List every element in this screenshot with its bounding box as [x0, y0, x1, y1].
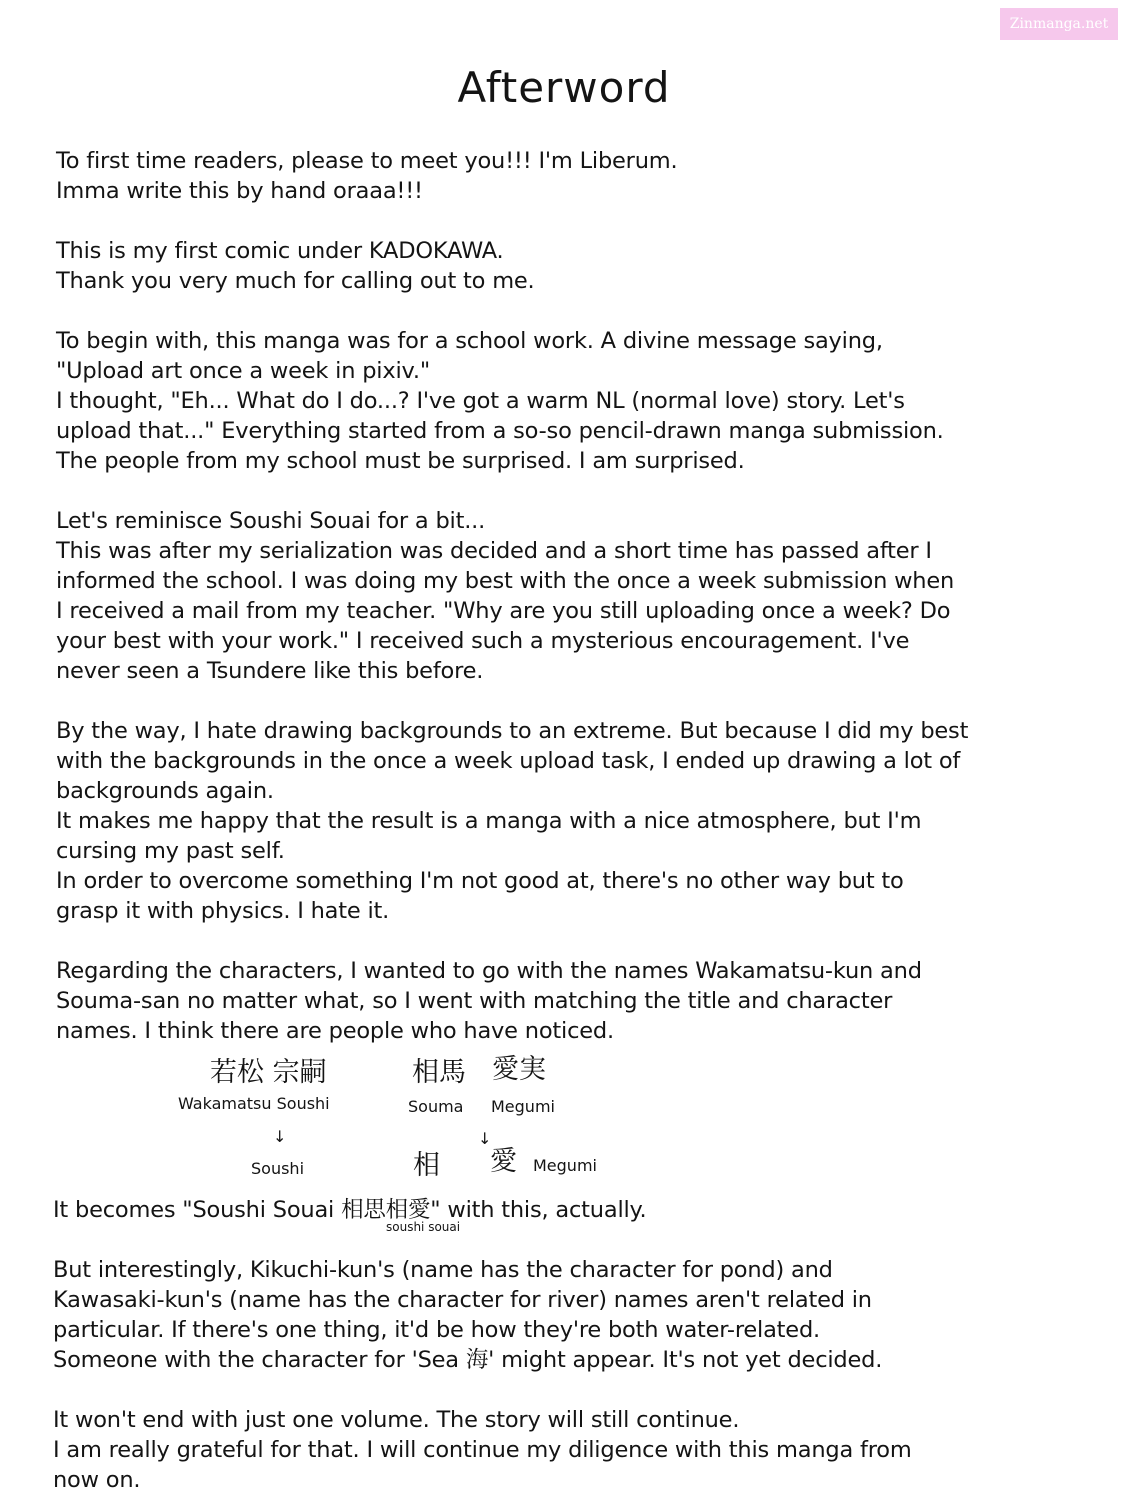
megumi-roman: Megumi — [491, 1097, 555, 1116]
text-line: with the backgrounds in the once a week upload task, I ended up drawing a lot of — [56, 748, 961, 774]
text-line: upload that..." Everything started from a so-so pencil-drawn manga submission. — [56, 418, 944, 444]
megumi-roman-2: Megumi — [533, 1156, 597, 1175]
megumi-kanji: 愛実 — [492, 1054, 546, 1085]
result-ruby: soushi souai — [386, 1220, 461, 1234]
wakamatsu-kanji: 若松 宗嗣 — [210, 1057, 327, 1088]
result-kanji: 相思相愛 — [341, 1197, 431, 1223]
site-watermark: Zinmanga.net — [1000, 8, 1118, 40]
text-line: informed the school. I was doing my best with the once a week submission when — [56, 568, 955, 594]
arrow-down-icon: ↓ — [478, 1129, 492, 1148]
text-line: never seen a Tsundere like this before. — [56, 658, 484, 684]
text-line: I received a mail from my teacher. "Why are you still uploading once a week? Do — [56, 598, 951, 624]
souma-roman: Souma — [408, 1097, 464, 1116]
text-line: It won't end with just one volume. The story will still continue. — [53, 1407, 740, 1433]
text-line: I am really grateful for that. I will continue my diligence with this manga from — [53, 1437, 912, 1463]
text-line: "Upload art once a week in pixiv." — [56, 358, 430, 384]
wakamatsu-roman: Wakamatsu Soushi — [178, 1094, 330, 1113]
text-line: your best with your work." I received such a mysterious encouragement. I've — [56, 628, 910, 654]
text-line: Thank you very much for calling out to me. — [56, 268, 535, 294]
arrow-down-icon: ↓ — [273, 1127, 287, 1146]
text-line: In order to overcome something I'm not good at, there's no other way but to — [56, 868, 904, 894]
text-line: The people from my school must be surprised. I am surprised. — [56, 448, 745, 474]
sou-kanji: 相 — [413, 1150, 440, 1181]
text-line: particular. If there's one thing, it'd be how they're both water-related. — [53, 1317, 820, 1343]
text-line: Souma-san no matter what, so I went with matching the title and character — [56, 988, 893, 1014]
text-line: now on. — [53, 1467, 141, 1493]
text-line: backgrounds again. — [56, 778, 274, 804]
text-line: To first time readers, please to meet you!!! I'm Liberum. — [56, 148, 678, 174]
soushi-roman: Soushi — [251, 1159, 305, 1178]
text-line: This is my first comic under KADOKAWA. — [56, 238, 504, 264]
text-line: Imma write this by hand oraaa!!! — [56, 178, 423, 204]
text-line: names. I think there are people who have noticed. — [56, 1018, 614, 1044]
text-line: But interestingly, Kikuchi-kun's (name has the character for pond) and — [53, 1257, 833, 1283]
text-line: cursing my past self. — [56, 838, 285, 864]
text-line: This was after my serialization was decided and a short time has passed after I — [56, 538, 932, 564]
text-line: By the way, I hate drawing backgrounds to an extreme. But because I did my best — [56, 718, 969, 744]
text-line: Regarding the characters, I wanted to go with the names Wakamatsu-kun and — [56, 958, 922, 984]
text-line: To begin with, this manga was for a school work. A divine message saying, — [56, 328, 883, 354]
text-line: It makes me happy that the result is a manga with a nice atmosphere, but I'm — [56, 808, 922, 834]
result-line — [53, 1195, 646, 1225]
text-line: grasp it with physics. I hate it. — [56, 898, 390, 924]
result-after: " with this, actually. — [430, 1197, 647, 1223]
text-line: I thought, "Eh... What do I do...? I've got a warm NL (normal love) story. Let's — [56, 388, 905, 414]
text-line: Let's reminisce Soushi Souai for a bit... — [56, 508, 486, 534]
page-title: Afterword — [457, 63, 671, 112]
result-before: It becomes "Soushi Souai — [53, 1197, 342, 1223]
text-line: Kawasaki-kun's (name has the character for river) names aren't related in — [53, 1287, 872, 1313]
souma-kanji: 相馬 — [412, 1057, 466, 1088]
text-line: Someone with the character for 'Sea 海' might appear. It's not yet decided. — [53, 1347, 883, 1373]
ai-kanji: 愛 — [490, 1146, 517, 1177]
